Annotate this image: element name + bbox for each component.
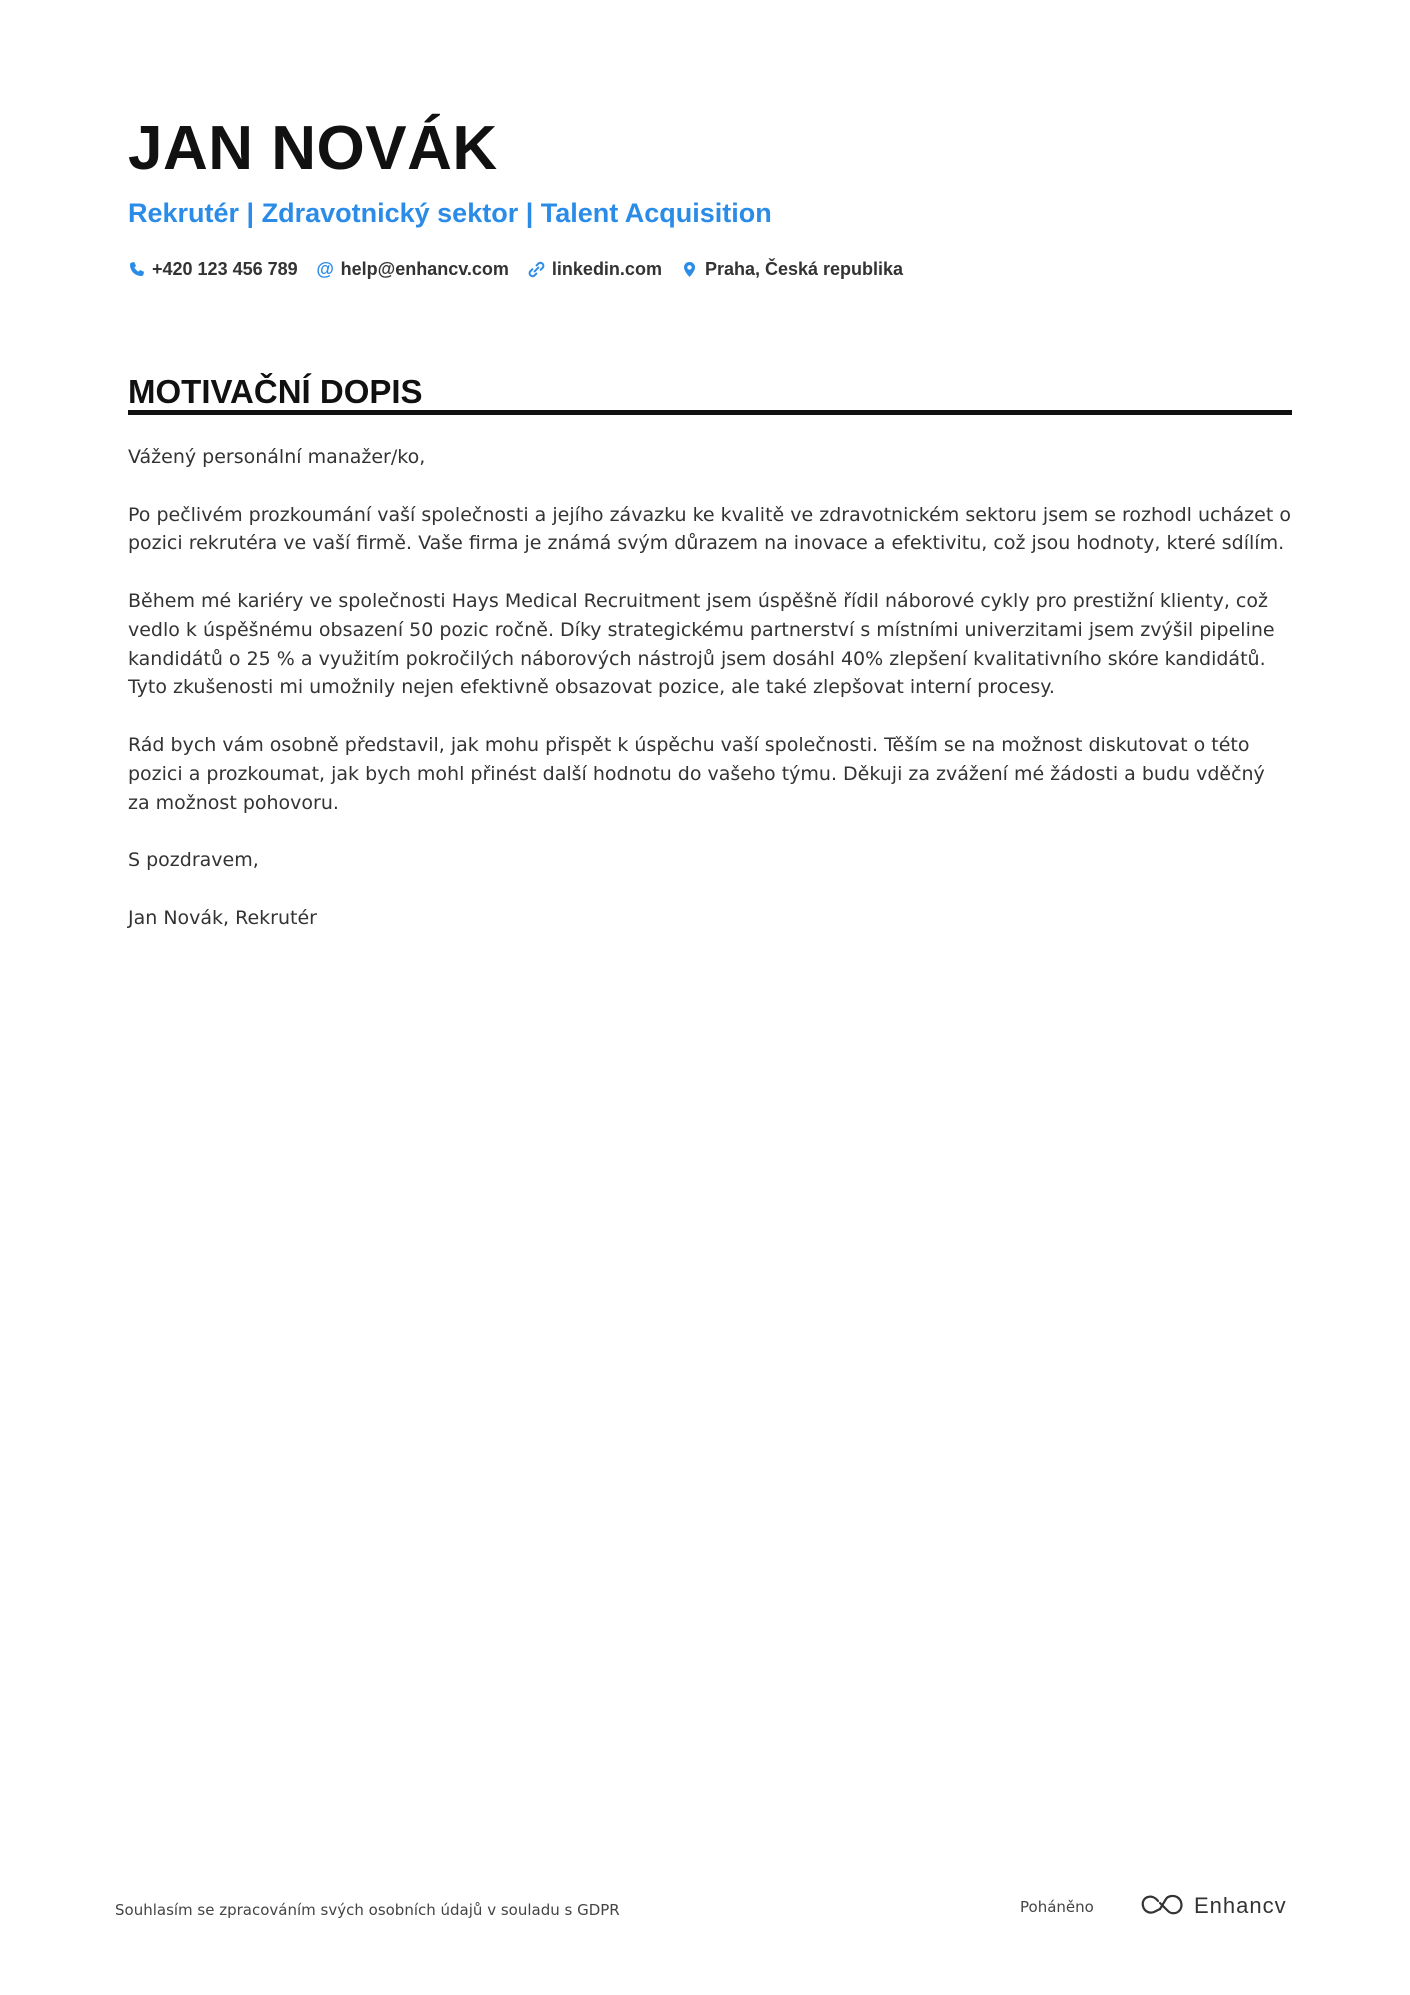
contact-phone[interactable] <box>128 258 298 280</box>
contact-email-text: help@enhancv.com <box>340 259 509 279</box>
letter-closing: S pozdravem, <box>128 849 259 872</box>
contact-row <box>128 258 903 280</box>
contact-linkedin-text: linkedin.com <box>551 259 662 279</box>
contact-linkedin[interactable] <box>528 258 662 280</box>
letter-paragraph: Během mé kariéry ve společnosti Hays Medical Recruitment jsem úspěšně řídil náborové cykly pro prestižní klienty, což vedlo k úspěšnému obsazení 50 pozic ročně. Díky strategickému partnerství s místními univerzitami jsem zvýšil pipeline kandidátů o 25 % a využitím pokročilých náborových nástrojů jsem dosáhl 40% zlepšení kvalitativního skóre kandidátů. Tyto zkušenosti mi umožnily nejen efektivně obsazovat pozice, ale také zlepšovat interní procesy. <box>128 589 1275 699</box>
contact-email[interactable] <box>317 258 509 280</box>
contact-location-text: Praha, Česká republika <box>704 259 904 279</box>
letter-salutation: Vážený personální manažer/ko, <box>128 446 426 468</box>
gdpr-consent-text: Souhlasím se zpracováním svých osobních údajů v souladu s GDPR <box>115 1901 620 1919</box>
letter-paragraph: Rád bych vám osobně představil, jak mohu přispět k úspěchu vaší společnosti. Těším se na možnost diskutovat o této pozici a prozkoumat, jak bych mohl přinést další hodnotu do vašeho týmu. Děkuji za zvážení mé žádosti a budu vděčný za možnost pohovoru. <box>128 733 1265 814</box>
map-pin-icon <box>681 261 698 278</box>
letter-body <box>128 443 1292 961</box>
candidate-name: JAN NOVÁK <box>128 114 498 183</box>
link-icon <box>528 261 545 278</box>
letter-paragraph: Po pečlivém prozkoumání vaší společnosti a jejího závazku ke kvalitě ve zdravotnickém sektoru jsem se rozhodl ucházet o pozici rekrutéra ve vaší firmě. Vaše firma je známá svým důrazem na inovace a efektivitu, což jsou hodnoty, které sdílím. <box>128 503 1291 555</box>
at-icon: @ <box>316 258 334 279</box>
powered-by-label: Poháněno <box>1020 1898 1094 1916</box>
contact-location <box>681 258 903 280</box>
phone-icon <box>128 261 145 278</box>
enhancv-logo-link[interactable] <box>1140 1893 1287 1919</box>
section-divider <box>128 410 1292 415</box>
enhancv-logo-icon <box>1140 1893 1186 1919</box>
candidate-title: Rekrutér | Zdravotnický sektor | Talent Acquisition <box>128 198 772 228</box>
section-heading: MOTIVAČNÍ DOPIS <box>128 373 423 410</box>
contact-phone-text: +420 123 456 789 <box>152 259 298 279</box>
letter-signature: Jan Novák, Rekrutér <box>128 906 317 929</box>
enhancv-logo-text: Enhancv <box>1194 1893 1287 1918</box>
